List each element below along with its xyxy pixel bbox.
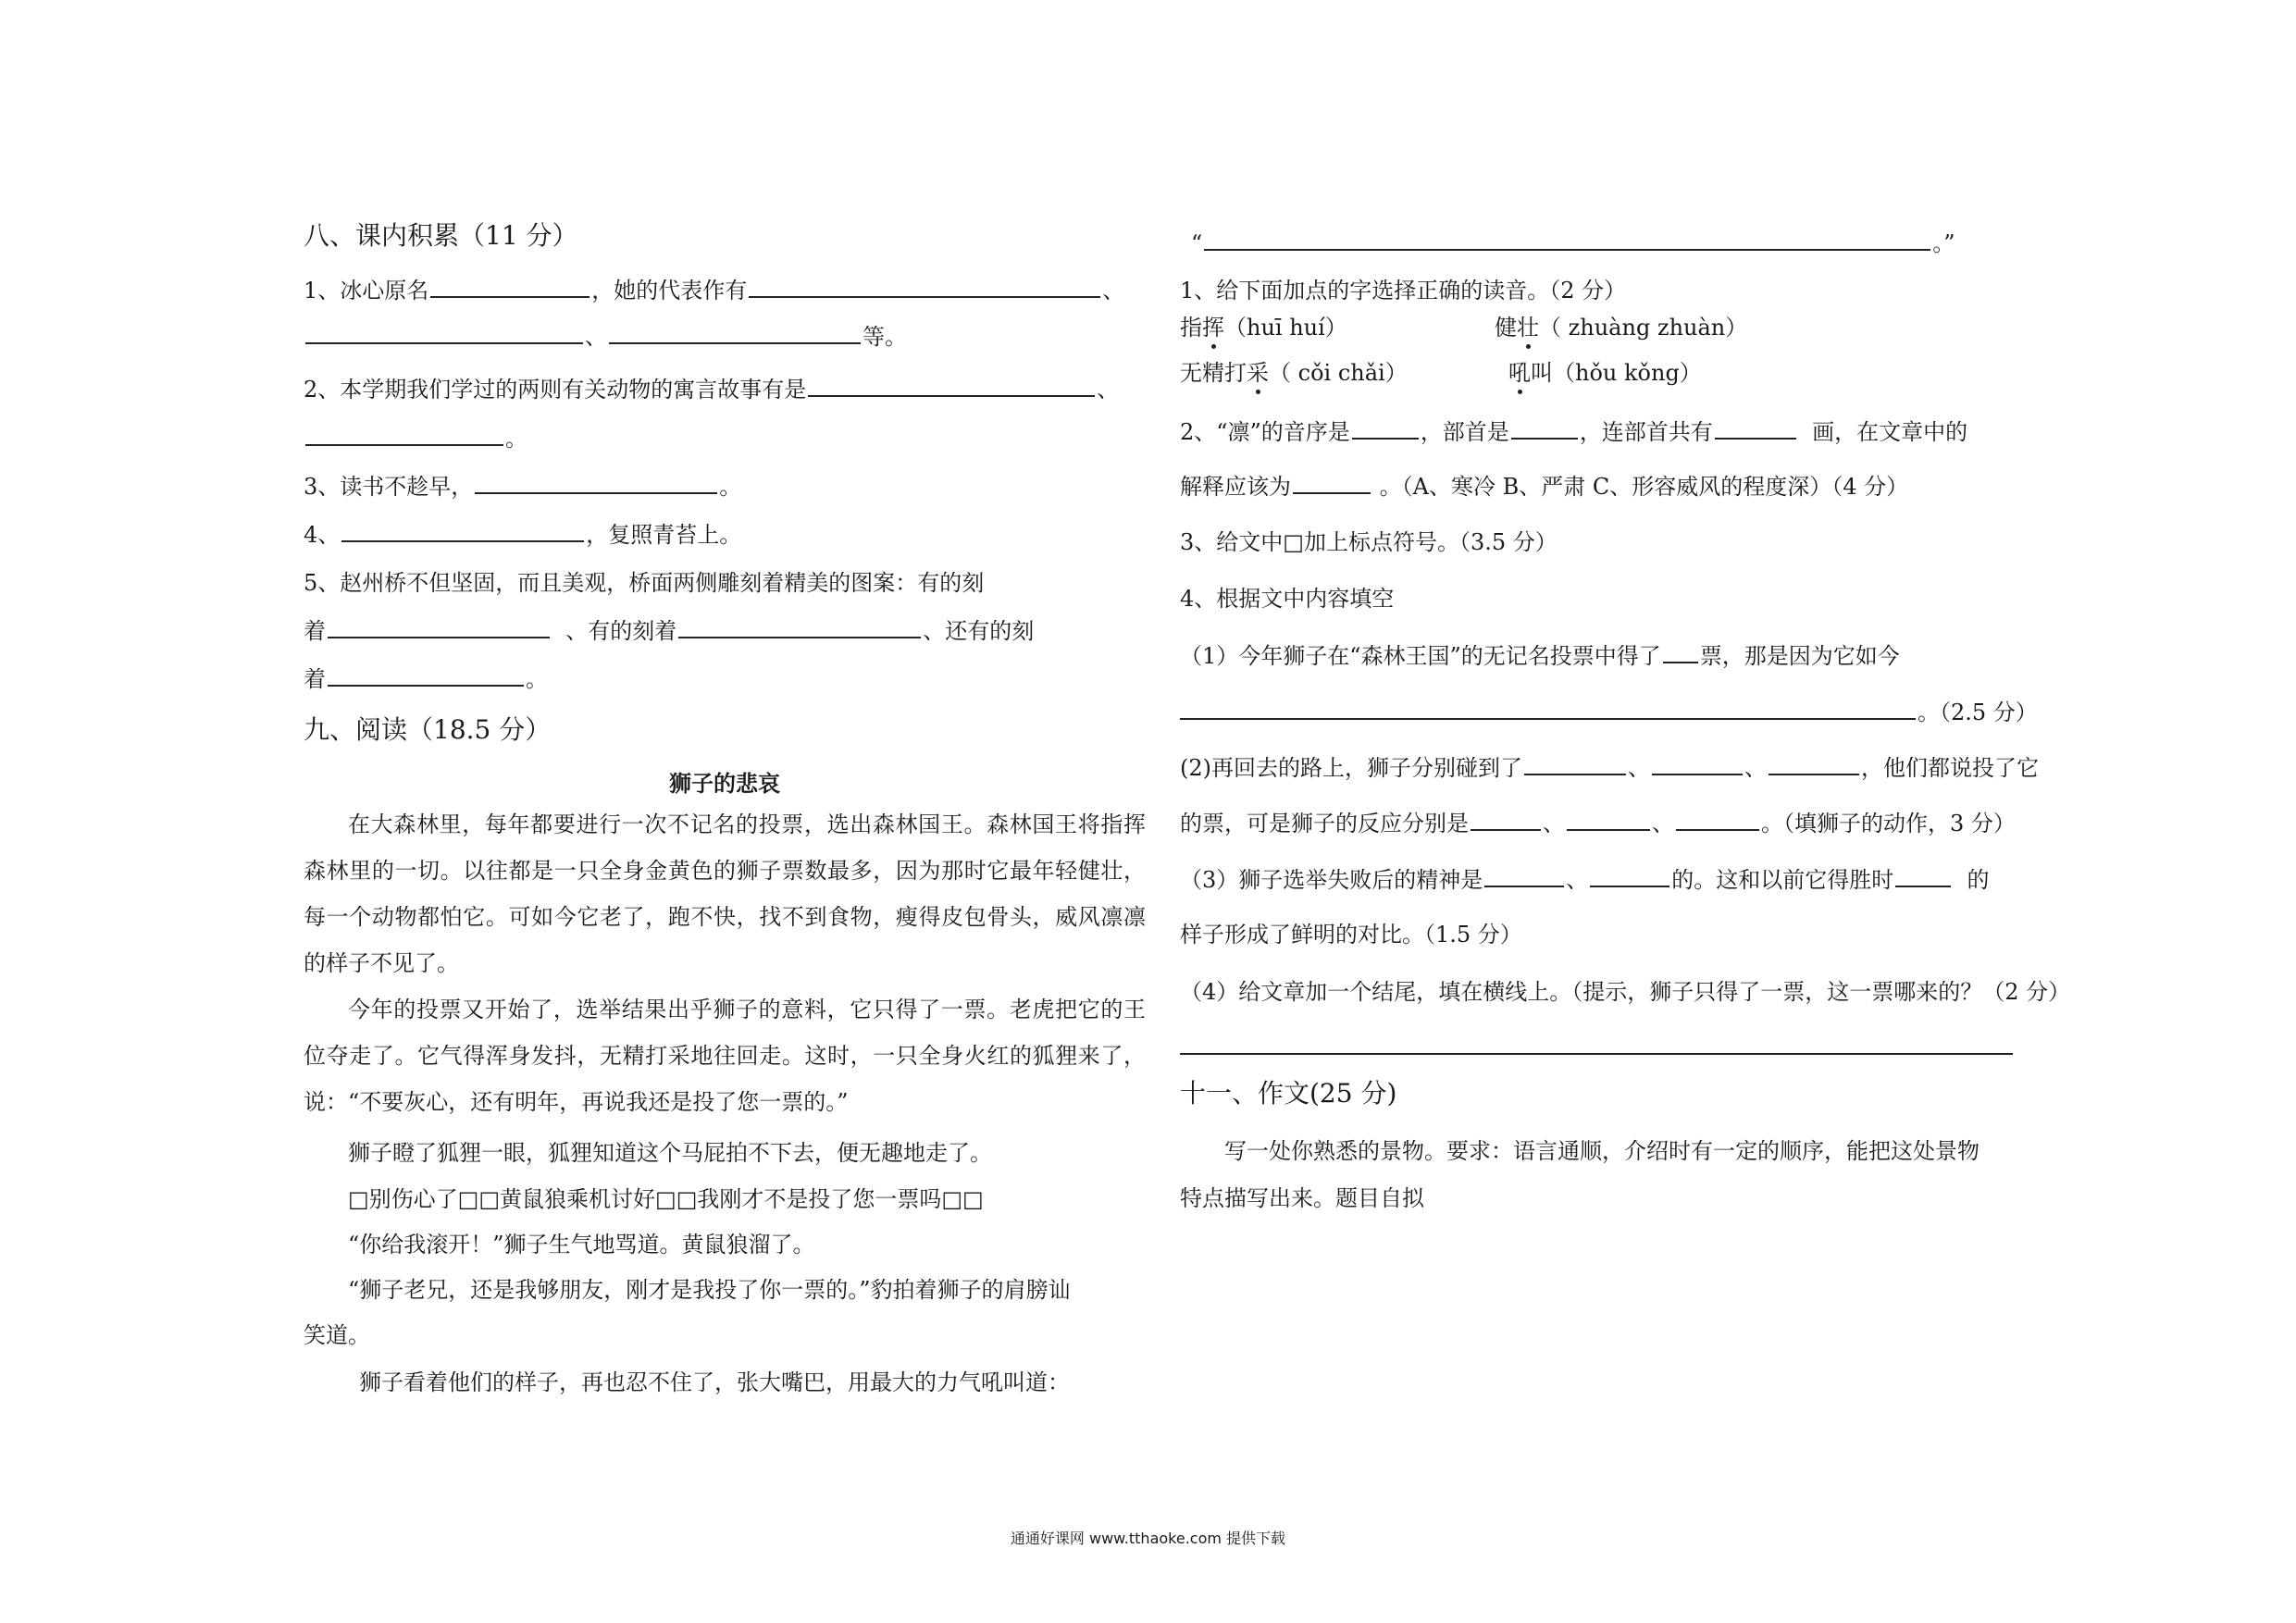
composition-prompt-line-1: 写一处你熟悉的景物。要求：语言通顺，介绍时有一定的顺序，能把这处景物 — [1224, 1138, 1980, 1164]
story-paragraph-5: “你给我滚开！”狮子生气地骂道。黄鼠狼溜了。 — [348, 1232, 815, 1258]
answer-blank[interactable] — [1293, 470, 1371, 494]
story-title: 狮子的悲哀 — [669, 771, 780, 797]
answer-blank[interactable] — [1511, 415, 1578, 440]
answer-blank[interactable] — [1352, 415, 1419, 440]
reading-question-4-2-line-1: (2)再回去的路上，狮子分别碰到了 、 、 ，他们都说投了它 — [1180, 751, 2039, 784]
question-5-line-3: 着 。 — [304, 663, 548, 695]
section-11-title: 十一、作文(25 分) — [1180, 1078, 1397, 1109]
answer-blank[interactable] — [328, 614, 550, 638]
story-paragraph-7: 狮子看着他们的样子，再也忍不住了，张大嘴巴，用最大的力气吼叫道： — [359, 1369, 1070, 1395]
composition-prompt-line-2: 特点描写出来。题目自拟 — [1180, 1185, 1424, 1211]
answer-line[interactable] — [1180, 1053, 2013, 1055]
answer-blank[interactable] — [305, 422, 503, 446]
story-paragraph-6-line-2: 笑道。 — [304, 1322, 370, 1348]
story-paragraph-3: 狮子瞪了狐狸一眼，狐狸知道这个马屁拍不下去，便无趣地走了。 — [348, 1140, 992, 1166]
answer-blank[interactable] — [1484, 863, 1564, 887]
reading-question-1: 1、给下面加点的字选择正确的读音。（2 分） — [1180, 278, 1627, 304]
story-paragraph-1: 在大森林里，每年都要进行一次不记名的投票，选出森林国王。森林国王将指挥森林里的一切。以往都是一只全身金黄色的狮子票数最多，因为那时它最年轻健壮，每一个动物都怕它。可如今它老了，跑不快，找不到食物，瘦得皮包骨头，威风凛凛的样子不见了。 — [304, 812, 1146, 976]
question-2-line-1: 2、本学期我们学过的两则有关动物的寓言故事有是 、 — [304, 373, 1119, 405]
reading-question-2-line-1: 2、“凛”的音序是 ，部首是 ，连部首共有 画，在文章中的 — [1180, 415, 1967, 448]
answer-blank[interactable] — [1715, 415, 1796, 440]
question-5-line-2: 着 、有的刻着 、还有的刻 — [304, 614, 1034, 647]
answer-blank[interactable] — [1567, 807, 1650, 831]
reading-question-2-line-2: 解释应该为 。（A、寒冷 B、严肃 C、形容威风的程度深）（4 分） — [1180, 470, 1908, 502]
answer-blank[interactable] — [1769, 751, 1859, 775]
answer-blank[interactable] — [328, 663, 524, 687]
reading-question-4-4: （4）给文章加一个结尾，填在横线上。（提示，狮子只得了一票，这一票哪来的？（2 分） — [1180, 979, 2071, 1005]
reading-question-3: 3、给文中□加上标点符号。（3.5 分） — [1180, 529, 1558, 555]
pinyin-choice-4: 吼叫（hǒu kǒng） — [1508, 357, 1702, 389]
answer-blank[interactable] — [1590, 863, 1669, 887]
answer-blank[interactable] — [609, 320, 861, 344]
story-paragraph-6-line-1: “狮子老兄，还是我够朋友，刚才是我投了你一票的。”豹拍着狮子的肩膀讪 — [348, 1277, 1071, 1303]
answer-blank[interactable] — [475, 470, 717, 494]
answer-blank[interactable] — [1180, 696, 1916, 720]
answer-blank[interactable] — [808, 373, 1095, 397]
reading-question-4-1-answer: 。（2.5 分） — [1180, 696, 2038, 728]
pinyin-choice-3: 无精打采（ cǒi chǎi） — [1180, 357, 1408, 389]
section-8-title: 八、课内积累（11 分） — [304, 220, 578, 251]
section-9-title: 九、阅读（18.5 分） — [304, 714, 552, 745]
answer-blank[interactable] — [1471, 807, 1541, 831]
answer-blank[interactable] — [1204, 227, 1930, 251]
answer-blank[interactable] — [1895, 863, 1951, 887]
question-4: 4、 ，复照青苔上。 — [304, 518, 741, 551]
question-5-line-1: 5、赵州桥不但坚固，而且美观，桥面两侧雕刻着精美的图案：有的刻 — [304, 570, 985, 596]
reading-question-4-2-line-2: 的票，可是狮子的反应分别是 、 、 。（填狮子的动作，3 分） — [1180, 807, 2016, 839]
answer-blank[interactable] — [430, 274, 590, 298]
reading-question-4-3-line-1: （3）狮子选举失败后的精神是 、 的。这和以前它得胜时 的 — [1180, 863, 1990, 896]
reading-question-4-1: （1）今年狮子在“森林王国”的无记名投票中得了 票，那是因为它如今 — [1180, 639, 1900, 672]
reading-question-4: 4、根据文中内容填空 — [1180, 586, 1395, 612]
question-2-line-2: 。 — [304, 422, 527, 454]
question-1-line-1: 1、冰心原名 ，她的代表作有 、 — [304, 274, 1124, 306]
answer-blank[interactable] — [1663, 639, 1698, 663]
pinyin-choice-1: 指挥（huī huí） — [1180, 312, 1347, 343]
pinyin-choice-2: 健壮（ zhuàng zhuàn） — [1495, 312, 1747, 343]
answer-blank[interactable] — [341, 518, 584, 542]
quote-answer-line: “ 。” — [1191, 227, 1955, 259]
question-3: 3、读书不趁早， 。 — [304, 470, 741, 502]
story-paragraph-4: □别伤心了□□黄鼠狼乘机讨好□□我刚才不是投了您一票吗□□ — [348, 1186, 984, 1212]
answer-blank[interactable] — [1676, 807, 1759, 831]
answer-blank[interactable] — [749, 274, 1100, 298]
reading-question-4-3-line-2: 样子形成了鲜明的对比。（1.5 分） — [1180, 922, 1522, 948]
story-paragraph-2: 今年的投票又开始了，选举结果出乎狮子的意料，它只得了一票。老虎把它的王位夺走了。它气得浑身发抖，无精打采地往回走。这时，一只全身火红的狐狸来了，说：“不要灰心，还有明年，再说我还是投了您一票的。” — [304, 997, 1146, 1115]
question-1-line-2: 、 等。 — [304, 320, 907, 353]
answer-blank[interactable] — [305, 320, 583, 344]
page-footer: 通通好课网 www.tthaoke.com 提供下载 — [1010, 1530, 1286, 1547]
answer-blank[interactable] — [1524, 751, 1626, 775]
answer-blank[interactable] — [678, 614, 921, 638]
answer-blank[interactable] — [1652, 751, 1743, 775]
